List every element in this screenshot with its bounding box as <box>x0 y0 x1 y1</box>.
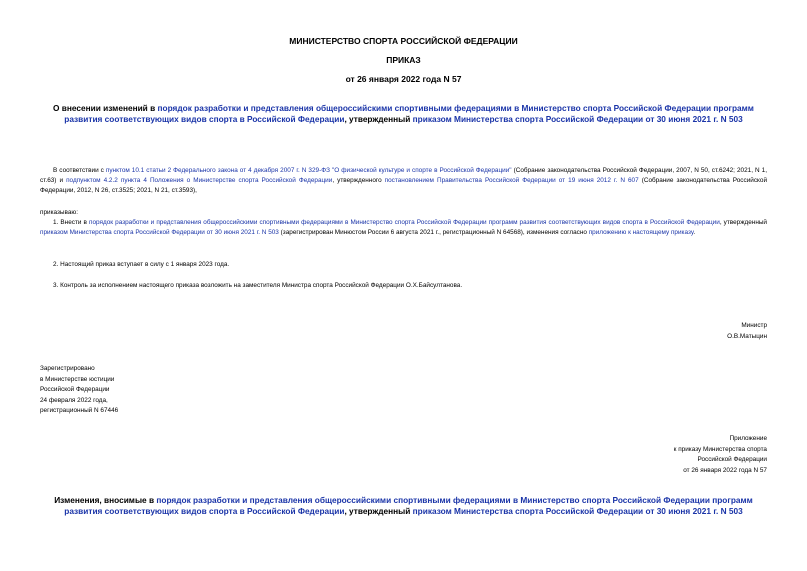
doc-date-heading: от 26 января 2022 года N 57 <box>345 74 462 84</box>
ministry-heading: МИНИСТЕРСТВО СПОРТА РОССИЙСКОЙ ФЕДЕРАЦИИ <box>289 36 518 46</box>
item-1-paragraph <box>40 218 767 238</box>
registration-line-5: регистрационный N 67446 <box>40 407 119 414</box>
item-3-paragraph: 3. Контроль за исполнением настоящего приказа возложить на заместителя Министра спорта Российской Федерации О.Х.Байсултанова. <box>53 282 463 289</box>
preamble-link-decree[interactable]: постановлением Правительства Российской Федерации от 19 июня 2012 г. N 607 <box>384 177 639 184</box>
item-1-link-appendix[interactable]: приложению к настоящему приказу <box>588 229 694 236</box>
registration-line-1: Зарегистрировано <box>40 365 95 372</box>
preamble-text-1: В соответствии с <box>53 167 106 174</box>
title-link-order[interactable]: приказом Министерства спорта Российской Федерации от 30 июня 2021 г. N 503 <box>412 114 743 124</box>
preamble-link-law[interactable]: пунктом 10.1 статьи 2 Федерального закона от 4 декабря 2007 г. N 329-ФЗ "О физической культуре и спорте в Российской Федерации" <box>105 167 512 174</box>
title-text-2: , утвержденный <box>344 114 413 124</box>
preamble-paragraph <box>40 166 767 196</box>
item-1-text-1: 1. Внести в <box>53 219 90 226</box>
appendix-title <box>40 495 767 517</box>
preamble-link-regulation[interactable]: подпунктом 4.2.2 пункта 4 Положения о Министерстве спорта Российской Федерации <box>66 177 333 184</box>
registration-line-3: Российской Федерации <box>40 386 110 393</box>
orders-line: приказываю: <box>40 209 78 216</box>
title-text-1: О внесении изменений в <box>53 103 158 113</box>
preamble-text-4: (Собрание законодательства Российской Федерации, 2012, N 26, ст.3525; 2021, N 21, ст.3593), <box>40 177 768 194</box>
appendix-title-text-1: Изменения, вносимые в <box>54 495 157 505</box>
appendix-reference-block <box>674 434 767 476</box>
signature-position: Министр <box>741 322 767 329</box>
appendix-title-text-2: , утвержденный <box>344 506 413 516</box>
signature-block <box>727 321 767 342</box>
item-1-text-2: , утвержденный <box>719 219 768 226</box>
doc-type-heading: ПРИКАЗ <box>386 55 421 65</box>
registration-block <box>40 364 118 417</box>
appendix-title-link-procedure[interactable]: порядок разработки и представления общероссийскими спортивными федерациями в Министерство спорта Российской Федерации программ развития соответствующих видов спорта в Российской Федерации <box>64 495 753 516</box>
preamble-text-2: (Собрание законодательства Российской Федерации, 2007, N 50, ст.6242; 2021, N 1, ст.63) и <box>40 167 767 184</box>
preamble-text-3: , утвержденного <box>332 177 385 184</box>
document-title <box>40 103 767 125</box>
appendix-ref-line-4: от 26 января 2022 года N 57 <box>683 466 767 474</box>
item-2-paragraph: 2. Настоящий приказ вступает в силу с 1 января 2023 года. <box>53 261 230 268</box>
appendix-ref-line-1: Приложение <box>729 435 767 442</box>
registration-line-4: 24 февраля 2022 года, <box>40 396 108 404</box>
item-1-link-order[interactable]: приказом Министерства спорта Российской Федерации от 30 июня 2021 г. N 503 <box>40 229 279 236</box>
appendix-ref-line-2: к приказу Министерства спорта <box>673 445 767 453</box>
item-1-link-procedure[interactable]: порядок разработки и представления общероссийскими спортивными федерациями в Министерство спорта Российской Федерации программ развития соответствующих видов спорта в Российской Федерации <box>89 219 720 226</box>
appendix-title-link-order[interactable]: приказом Министерства спорта Российской Федерации от 30 июня 2021 г. N 503 <box>412 506 743 516</box>
title-link-procedure[interactable]: порядок разработки и представления общероссийскими спортивными федерациями в Министерство спорта Российской Федерации программ развития соответствующих видов спорта в Российской Федерации <box>64 103 754 124</box>
appendix-ref-line-3: Российской Федерации <box>697 456 767 463</box>
item-1-text-4: . <box>693 229 696 236</box>
registration-line-2: в Министерстве юстиции <box>40 375 115 383</box>
item-1-text-3: (зарегистрирован Минюстом России 6 августа 2021 г., регистрационный N 64568), изменения согласно <box>278 229 589 236</box>
signature-name: О.В.Матыцин <box>727 332 767 340</box>
